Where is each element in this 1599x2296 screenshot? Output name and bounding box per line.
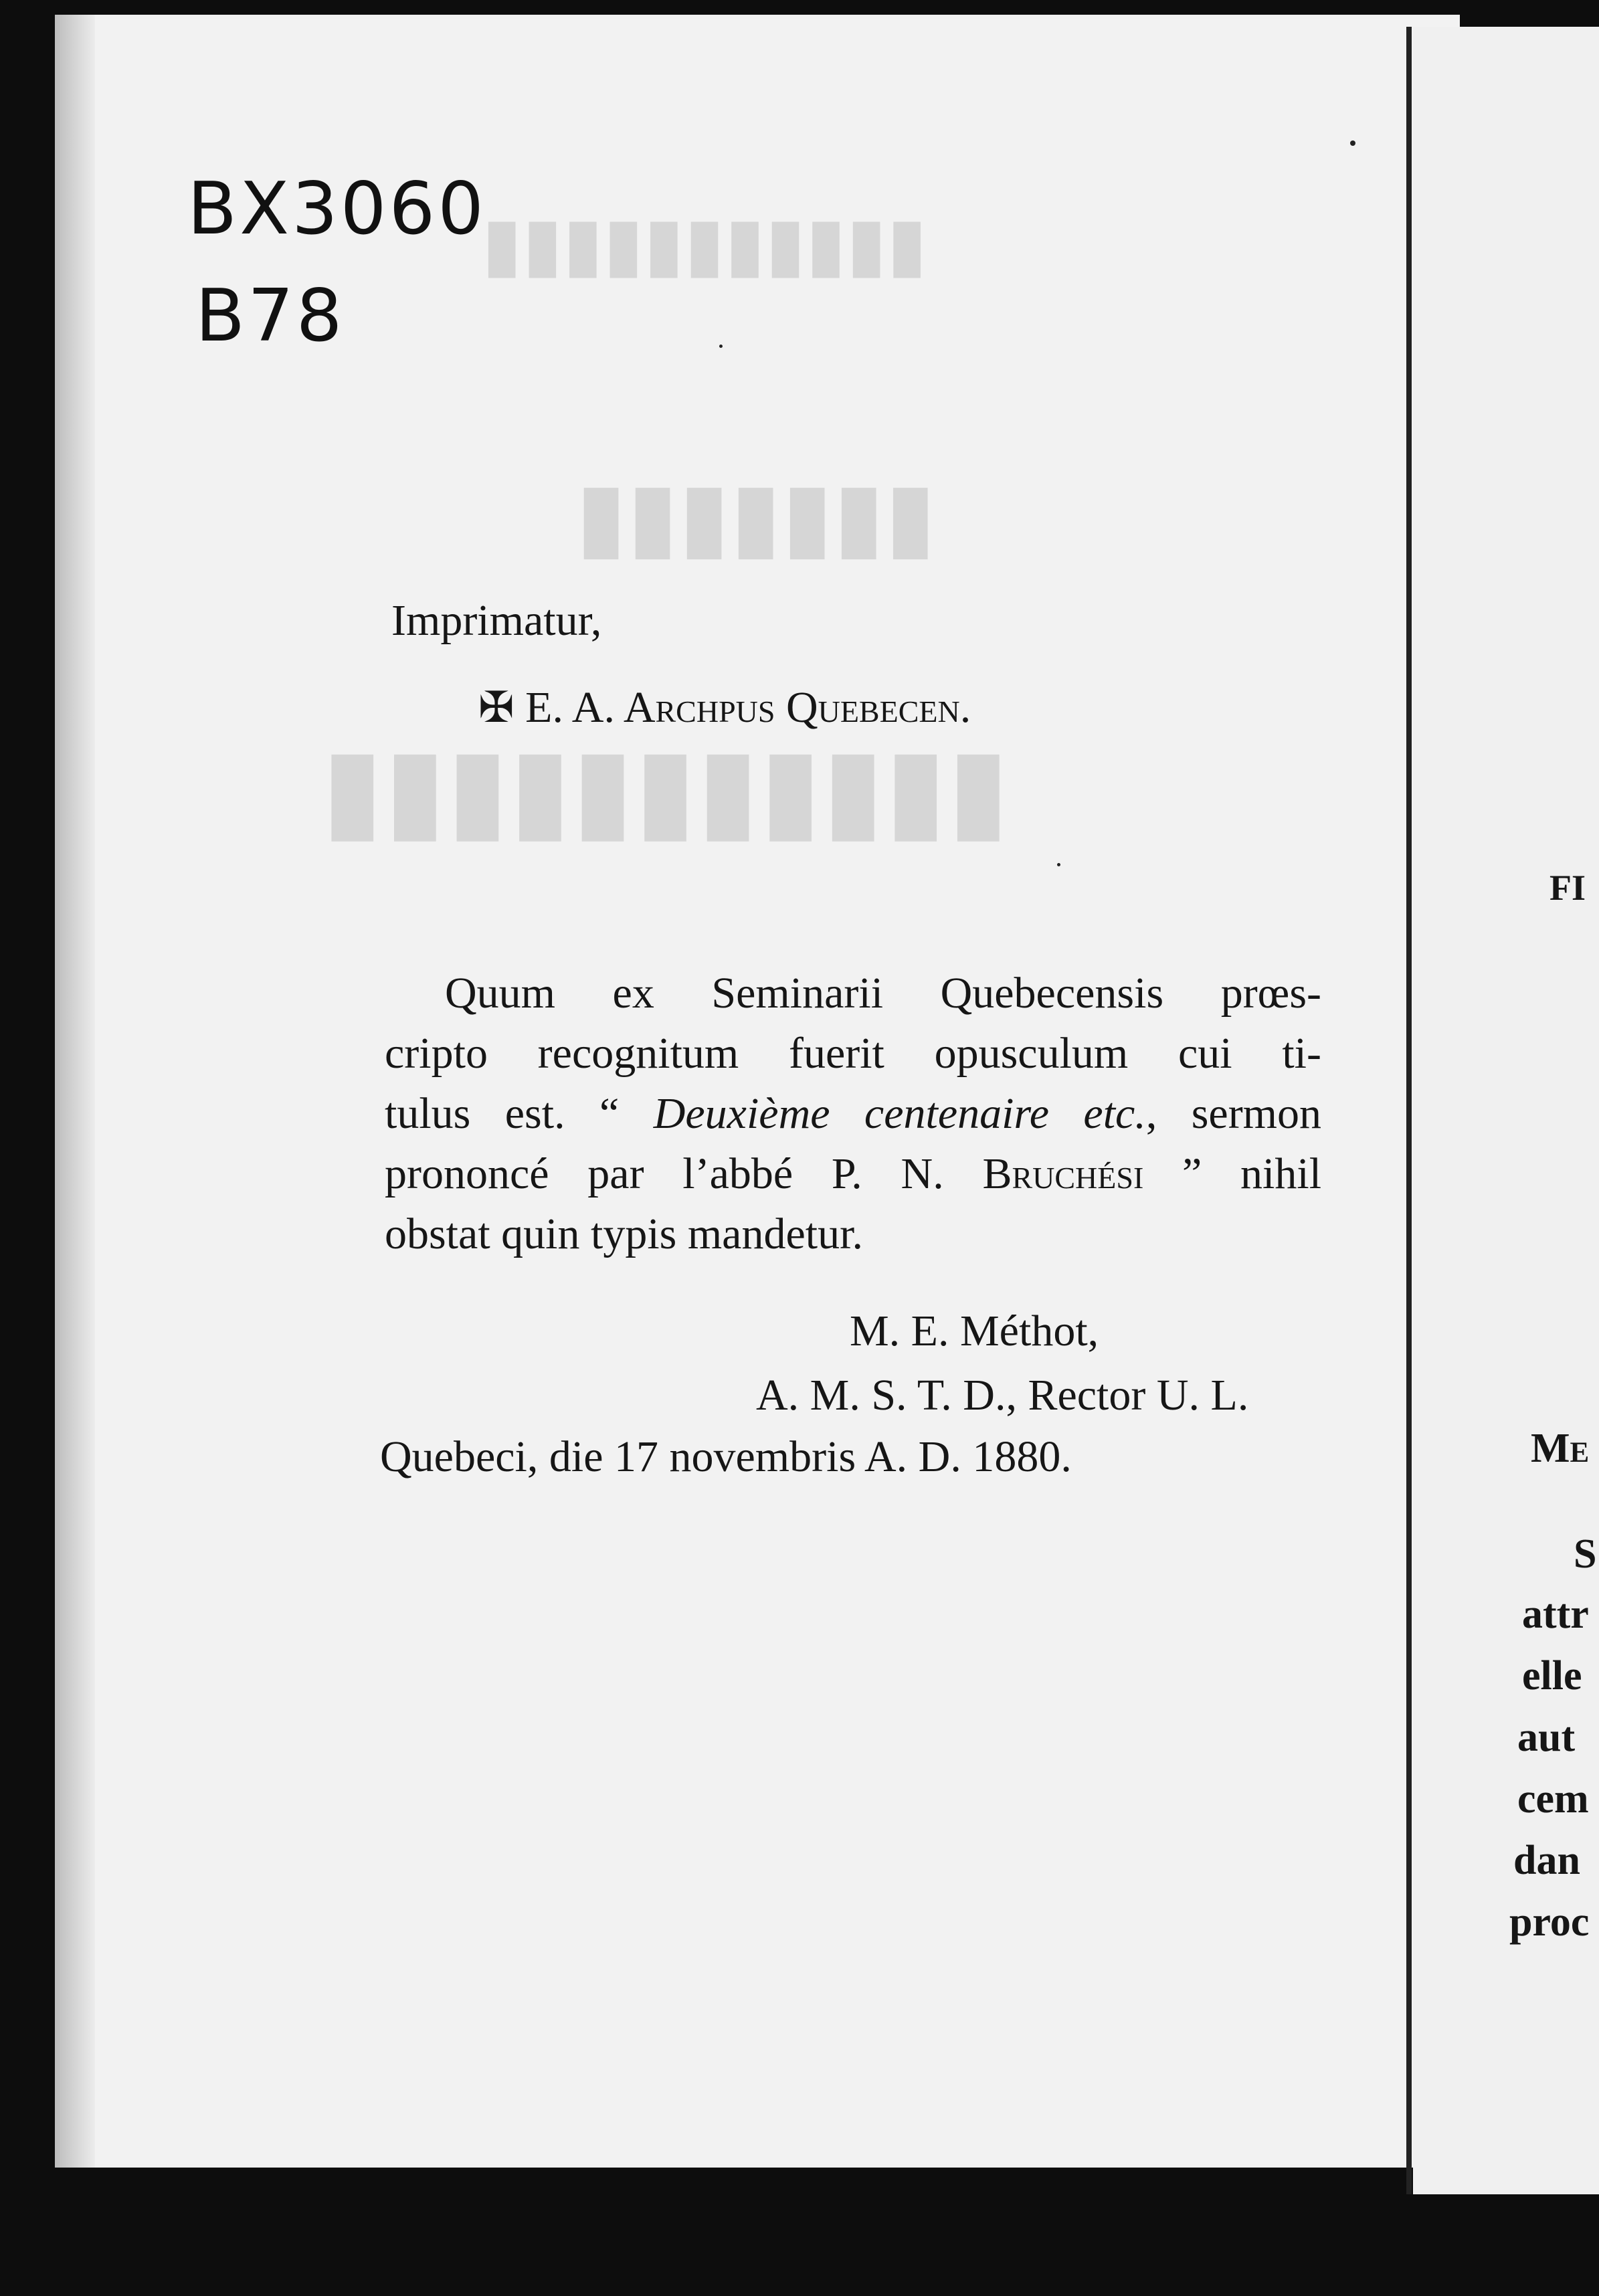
cross-icon: ✠ xyxy=(478,683,514,733)
right-page-fragment: elle xyxy=(1522,1653,1582,1699)
imprimatur-label: Imprimatur, xyxy=(391,596,602,645)
right-page-fragment: cem xyxy=(1517,1776,1589,1822)
right-page-fragment: Me xyxy=(1531,1426,1590,1471)
approval-paragraph xyxy=(385,963,1321,1264)
right-page-fragment: aut xyxy=(1517,1715,1576,1760)
bleed-through-ghost: ▮▮▮▮▮▮▮ xyxy=(575,462,937,571)
paragraph-line: prononcé par l’abbé P. N. Bruchési ” nihil xyxy=(385,1149,1322,1198)
paragraph-line: obstat quin typis mandetur. xyxy=(385,1210,863,1258)
work-title: Deuxième centenaire etc. xyxy=(653,1089,1146,1138)
signatory-name: M. E. Méthot, xyxy=(850,1307,1099,1355)
left-page-edge xyxy=(55,15,95,2168)
call-number-line2: B78 xyxy=(195,274,345,358)
imprimatur-signatory: E. A. Archpus Quebecen. xyxy=(525,683,971,732)
speck xyxy=(719,345,723,348)
right-page-fragment: FI xyxy=(1549,868,1586,908)
paragraph-line: tulus est. “ Deuxième centenaire etc., sermon xyxy=(385,1089,1322,1138)
right-page-fragment: attr xyxy=(1522,1592,1589,1637)
right-page-fragment: S xyxy=(1574,1531,1597,1577)
right-page-fragment: proc xyxy=(1509,1899,1590,1945)
right-page-fragment: dan xyxy=(1513,1838,1580,1883)
bleed-through-ghost: ▮▮▮▮▮▮▮▮▮▮▮ xyxy=(321,723,1010,855)
paragraph-line: cripto recognitum fuerit opusculum cui ti- xyxy=(385,1029,1321,1078)
speck xyxy=(1350,140,1355,146)
dateline: Quebeci, die 17 novembris A. D. 1880. xyxy=(380,1432,1072,1481)
call-number-line1: BX3060 xyxy=(187,167,486,251)
imprimatur-signatory-line xyxy=(478,682,971,733)
bleed-through-ghost: ▮▮▮▮▮▮▮▮▮▮▮ xyxy=(482,201,927,286)
paragraph-line: Quum ex Seminarii Quebecensis prœs- xyxy=(445,969,1321,1018)
speck xyxy=(1057,863,1060,866)
author-name: Bruchési xyxy=(982,1149,1144,1198)
gutter-shadow xyxy=(1406,27,1412,2194)
signatory-titles: A. M. S. T. D., Rector U. L. xyxy=(756,1371,1249,1420)
